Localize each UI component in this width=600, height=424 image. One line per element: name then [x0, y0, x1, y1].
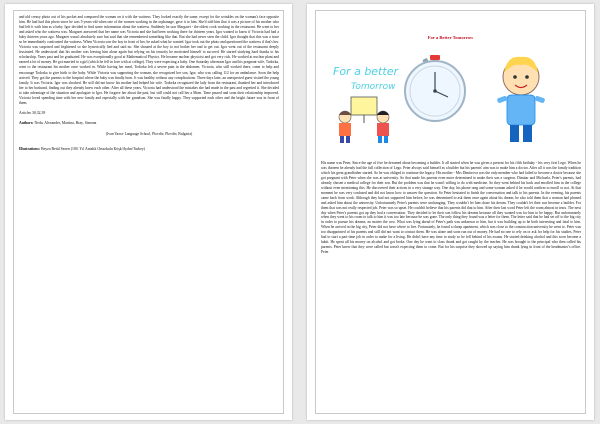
illustrations-line	[19, 147, 279, 153]
authors-label: Authors:	[19, 121, 34, 126]
story-illustration	[321, 45, 580, 145]
right-page-content	[321, 161, 581, 255]
illustration-caption-line2: Tomorrow	[351, 82, 396, 92]
right-page	[307, 4, 594, 420]
left-page	[5, 4, 292, 420]
illustration-caption-line1: For a better	[333, 65, 398, 78]
left-page-content	[19, 15, 279, 152]
illustrations-credit: Beyza Betül Sezen (100. Yıl Antalık Ortaokulu Köşk/Aydın/Turkey)	[41, 146, 146, 151]
authors-names: Neda, Alexander, Martina, Bray, Simona	[34, 121, 97, 126]
story-title: For a Better Tomorrow	[427, 35, 474, 40]
illustrations-label: Illustrations:	[19, 146, 41, 151]
story-text-continued: and old creasy photo out of his pocket and compared the woman on it with the waitress. They looked exactly the same, except for the wrinkles on the woman's face opposite him. He had had this photo since he was 5-years-old when one of the women working in the orphanage, gave it to him. She'd told him that it was a picture of his mother who had left it with him as a baby. Igor decided to find some information about the waitress. Suddenly he saw Margaret - the oldest cook working in the restaurant. He went to her and asked who the waitress was. Margaret answered that her name was Victoria and she had been working there for thirteen years. Igor wanted to know if Victoria had had a baby thirteen years ago. Margaret wasn't absolutely sure but said that she remembered something like that. But she had never seen the child. Igor thought that this was a trace so he immediately confronted the waitress. When Victoria saw the boy in front of her, he asked what he wanted. Igor took out the photo and questioned the waitress if that's her. Victoria was surprised and frightened so she hysterically lied and said no. She shouted at the boy to not bother her and to get out. Igor went out of the restaurant deeply frustrated. He understood that his mother was leaving him alone again but relying on his tenacity he motivated himself to succeed. He started studying hard thanks to his scholarship. Years past and he graduated. He was exceptionally good at Mathematical Physics. He became nuclear physicist and got very rich. He worked at nuclear plant and earned a lot of money. He got married to a girl (which he fell in love with at college). They were expecting a baby. One Saturday afternoon Igor and his pregnant wife, Todorka, went to the restaurant his mother once worked in. While having her meal, Todorka felt a severe pain in the abdomen. Victoria, who still worked there, came to help and encourage Todorka to give birth to the baby. While Victoria was supporting the woman, she recognized her son, Igor, who was calling 112 for an ambulance. Soon the help arrived. They got the parents to the hospital where the baby was finally born. It was healthy without any complications. Three days later, an unexpected guest visited the young family. It was Victoria. Igor was shocked. He still did not know his mother had helped his wife. Todorka recognized the lady from the restaurant, thanked her and introduced her to her husband, finding out they already knew each other. After all these years, Victoria had understood the mistakes she had made in the past and regretted it. She decided to take advantage of the situation and apologize to Igor. He forgave her about the past, but still could not call her a Mom. Time passed and soon their relationship improved. Victoria loved spending time with her new family and especially with her grandson. She was finally happy. They supported each other and the bright future was in front of them.	[19, 15, 279, 105]
articles-line: Articles 30,32,39	[19, 110, 46, 115]
story-text: His name was Peter. Since the age of five he dreamed about becoming a builder. It all started when he was given a present for his fifth birthday - his very first Lego. When he was thirteen he already had the full collection of Lego. Peter always said himself as a builder but his parents' aim was to make him a doctor. After all it was the family tradition which his great grandfather started. So he was obliged to continue the legacy. His mother - Mrs Dimitrova was the only member who had failed to become a doctor because she got pregnant with Peter when she was at university. So that made his parents even more determined to make their son a surgeon. Dimitar and Michaela, Peter's parents, had already chosen a medical college for their son. But the problem was that he wasn't willing to do with medicine. So they went behind his back and enrolled him in the college without even mentioning this. He discovered their actions in a very strange way. One day, his phone rang and some woman asked if he would confirm to enroll or not. At that moment he was very confused and did not know how to answer the question. So Peter hesitated to finish the conversation and talk to his parents. In the evening, his parents came back from work. Although they had not supported him before, he was determined to ask them once again about his dream; he also told them that a woman had phoned and asked him about the university. Unfortunately Peter's parents were unchanging. They wouldn't let him chase his dream. They couldn't let their son become a builder. For them that was not really respected job. Peter was so upset. He couldn't believe that his parents did that to him. After their last word Peter left the room almost in tears. The next day when Peter's parents got up they had a conversation. They decided to let their son follow his dreams because all they wanted was for him to be happy. But unfortunately when they went to his room to talk to him it was too late because he was gone. The only thing they found was a letter for them. The letter said that he had set off to the big city in order to pursue his dreams, no matter the cost. What was lying ahead of Peter's path was unknown to him, but it was building up to be both interesting and fatal to him. When he arrived in the big city, Peter did not have where to live. Fortunately, he found a cheap apartment, which was close to the construction university he went to. Peter was too disappointed of his parents and still did not want to contact them. He was alone and soon run out of money. He had no one to rely on or ask for help for his studies. Peter had to start a part-time job in order to make for a living. He didn't have any time to study so he fell behind of his exams. He started drinking alcohol and this soon became a habit. He spent all his money on alcohol and got broke. One day he went to class drunk and got caught by the teacher. He was brought to the principal who then called his parents. Peter knew that they were called but wasn't expecting them to come. But for his surprise they showed up saying him drunk lying in front of the headmaster's office. Peter	[321, 161, 581, 255]
school-line: (Ivan Vazov Language School, Plovdiv, Plovdiv, Bulgaria)	[105, 131, 193, 136]
